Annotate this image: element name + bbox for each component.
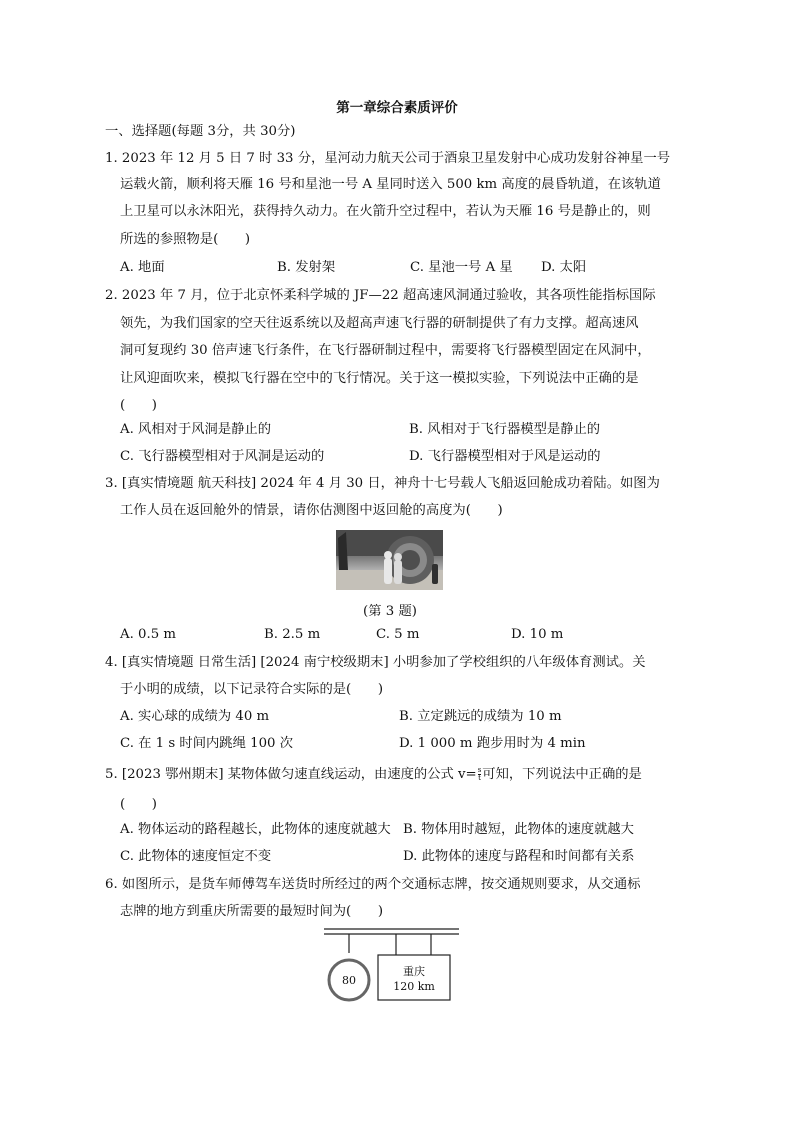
fraction-denominator: t — [478, 774, 481, 782]
q2-line-2: 领先，为我们国家的空天往返系统以及超高声速飞行器的研制提供了有力支撑。超高速风 — [120, 316, 639, 331]
q3-option-b: B. 2.5 m — [264, 627, 321, 642]
q3-option-c: C. 5 m — [376, 627, 420, 642]
q1-line-3: 上卫星可以永沐阳光，获得持久动力。在火箭升空过程中，若认为天雁 16 号是静止的，则 — [120, 204, 651, 219]
page-title: 第一章综合素质评价 — [336, 100, 458, 116]
fraction-numerator: s — [477, 766, 482, 774]
q1-line-2: 运载火箭，顺利将天雁 16 号和星池一号 A 星同时送入 500 km 高度的晨昏轨道，在该轨道 — [120, 177, 661, 192]
q4-line-1: 4. [真实情境题 日常生活] [2024 南宁校级期末] 小明参加了学校组织的八年级体育测试。关 — [105, 655, 646, 670]
q2-line-3: 洞可复现约 30 倍声速飞行条件，在飞行器研制过程中，需要将飞行器模型固定在风洞中， — [120, 343, 651, 358]
destination-city: 重庆 — [403, 965, 425, 978]
speed-limit-value: 80 — [342, 974, 356, 987]
q5-option-c: C. 此物体的速度恒定不变 — [120, 849, 272, 864]
q3-option-d: D. 10 m — [511, 627, 564, 642]
q1-line-4: 所选的参照物是( ) — [120, 232, 251, 247]
q3-line-1: 3. [真实情境题 航天科技] 2024 年 4 月 30 日，神舟十七号载人飞船返回舱成功着陆。如图为 — [105, 476, 660, 491]
q1-option-d: D. 太阳 — [541, 260, 587, 275]
q5-line-2: ( ) — [120, 797, 157, 812]
q6-line-1: 6. 如图所示，是货车师傅驾车送货时所经过的两个交通标志牌，按交通规则要求，从交通标 — [105, 877, 641, 892]
q4-option-a: A. 实心球的成绩为 40 m — [120, 709, 270, 724]
q5-line-1 — [105, 767, 642, 783]
q5-option-b: B. 物体用时越短，此物体的速度就越大 — [403, 822, 634, 837]
figure-caption-q3: (第 3 题) — [363, 604, 417, 619]
q3-line-2: 工作人员在返回舱外的情景，请你估测图中返回舱的高度为( ) — [120, 503, 503, 518]
q5-option-d: D. 此物体的速度与路程和时间都有关系 — [403, 849, 635, 864]
q1-option-c: C. 星池一号 A 星 — [410, 260, 513, 275]
q1-option-a: A. 地面 — [120, 260, 165, 275]
capsule-photo-drawing — [336, 530, 443, 590]
q1-option-b: B. 发射架 — [277, 260, 336, 275]
destination-distance: 120 km — [393, 980, 435, 993]
speed-formula-fraction — [478, 767, 482, 782]
landing-capsule-photo — [336, 530, 443, 590]
q2-option-a: A. 风相对于风洞是静止的 — [120, 422, 272, 437]
q2-option-d: D. 飞行器模型相对于风是运动的 — [409, 449, 601, 464]
q2-line-5: ( ) — [120, 398, 157, 413]
q6-line-2: 志牌的地方到重庆所需要的最短时间为( ) — [120, 904, 384, 919]
q2-option-c: C. 飞行器模型相对于风洞是运动的 — [120, 449, 325, 464]
q5-text-pre: 5. [2023 鄂州期末] 某物体做匀速直线运动，由速度的公式 v= — [105, 767, 477, 782]
q3-option-a: A. 0.5 m — [120, 627, 177, 642]
q1-line-1: 1. 2023 年 12 月 5 日 7 时 33 分，星河动力航天公司于酒泉卫星发射中心成功发射谷神星一号 — [105, 151, 671, 166]
q4-option-b: B. 立定跳远的成绩为 10 m — [399, 709, 562, 724]
q4-line-2: 于小明的成绩，以下记录符合实际的是( ) — [120, 682, 384, 697]
q5-option-a: A. 物体运动的路程越长，此物体的速度就越大 — [120, 822, 391, 837]
q4-option-c: C. 在 1 s 时间内跳绳 100 次 — [120, 736, 294, 751]
q4-option-d: D. 1 000 m 跑步用时为 4 min — [399, 736, 586, 751]
q2-line-4: 让风迎面吹来，模拟飞行器在空中的飞行情况。关于这一模拟实验，下列说法中正确的是 — [120, 371, 639, 386]
q5-text-post: 可知，下列说法中正确的是 — [482, 767, 642, 782]
section-heading: 一、选择题(每题 3分，共 30分) — [105, 124, 296, 139]
q2-line-1: 2. 2023 年 7 月，位于北京怀柔科学城的 JF—22 超高速风洞通过验收，其各项性能指标国际 — [105, 288, 656, 303]
q2-option-b: B. 风相对于飞行器模型是静止的 — [409, 422, 601, 437]
